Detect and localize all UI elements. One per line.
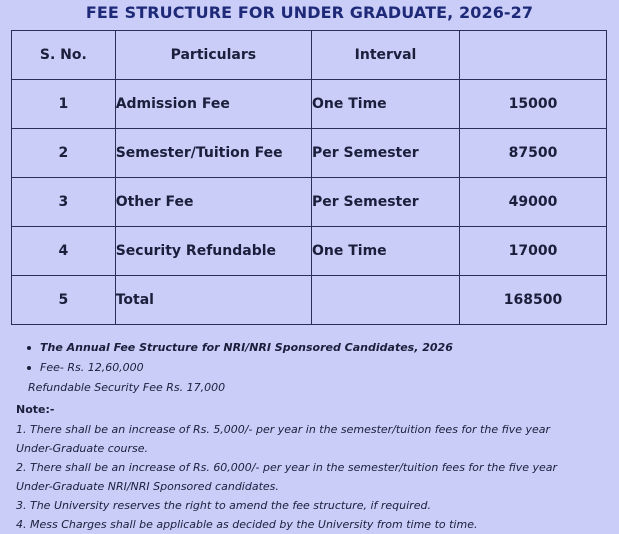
note-line: Under-Graduate NRI/NRI Sponsored candidates. bbox=[16, 480, 279, 493]
table-row bbox=[12, 80, 607, 129]
row-amount: 15000 bbox=[459, 80, 606, 129]
row-interval: One Time bbox=[312, 80, 460, 129]
nri-heading: The Annual Fee Structure for NRI/NRI Sponsored Candidates, 2026 bbox=[24, 338, 453, 358]
note-line: 4. Mess Charges shall be applicable as decided by the University from time to time. bbox=[16, 518, 478, 531]
row-particular: Total bbox=[115, 276, 311, 325]
row-interval: One Time bbox=[312, 227, 460, 276]
row-amount: 49000 bbox=[459, 178, 606, 227]
table-row bbox=[12, 178, 607, 227]
table-row bbox=[12, 227, 607, 276]
row-amount: 17000 bbox=[459, 227, 606, 276]
fee-table bbox=[11, 30, 607, 325]
note-line: 1. There shall be an increase of Rs. 5,000/- per year in the semester/tuition fees for the five year bbox=[16, 423, 551, 436]
row-particular: Admission Fee bbox=[115, 80, 311, 129]
nri-security-fee: Refundable Security Fee Rs. 17,000 bbox=[28, 381, 226, 394]
row-interval bbox=[312, 276, 460, 325]
table-row-total bbox=[12, 276, 607, 325]
row-sno: 1 bbox=[12, 80, 116, 129]
row-sno: 5 bbox=[12, 276, 116, 325]
header-amount bbox=[459, 31, 606, 80]
note-line: Under-Graduate course. bbox=[16, 442, 148, 455]
row-sno: 2 bbox=[12, 129, 116, 178]
row-sno: 4 bbox=[12, 227, 116, 276]
page-title: FEE STRUCTURE FOR UNDER GRADUATE, 2026-27 bbox=[85, 3, 534, 22]
notes-section bbox=[16, 400, 606, 534]
row-particular: Semester/Tuition Fee bbox=[115, 129, 311, 178]
row-amount: 87500 bbox=[459, 129, 606, 178]
row-particular: Security Refundable bbox=[115, 227, 311, 276]
header-interval: Interval bbox=[312, 31, 460, 80]
nri-fee-list bbox=[24, 338, 453, 398]
note-line: 3. The University reserves the right to amend the fee structure, if required. bbox=[16, 499, 431, 512]
row-interval: Per Semester bbox=[312, 178, 460, 227]
table-row bbox=[12, 129, 607, 178]
nri-fee: Fee- Rs. 12,60,000 bbox=[24, 358, 453, 378]
row-particular: Other Fee bbox=[115, 178, 311, 227]
row-interval: Per Semester bbox=[312, 129, 460, 178]
header-sno: S. No. bbox=[12, 31, 116, 80]
header-particulars: Particulars bbox=[115, 31, 311, 80]
row-sno: 3 bbox=[12, 178, 116, 227]
note-line: 2. There shall be an increase of Rs. 60,000/- per year in the semester/tuition fees for the five year bbox=[16, 461, 558, 474]
table-header-row bbox=[12, 31, 607, 80]
row-amount: 168500 bbox=[459, 276, 606, 325]
notes-label: Note:- bbox=[16, 403, 55, 416]
